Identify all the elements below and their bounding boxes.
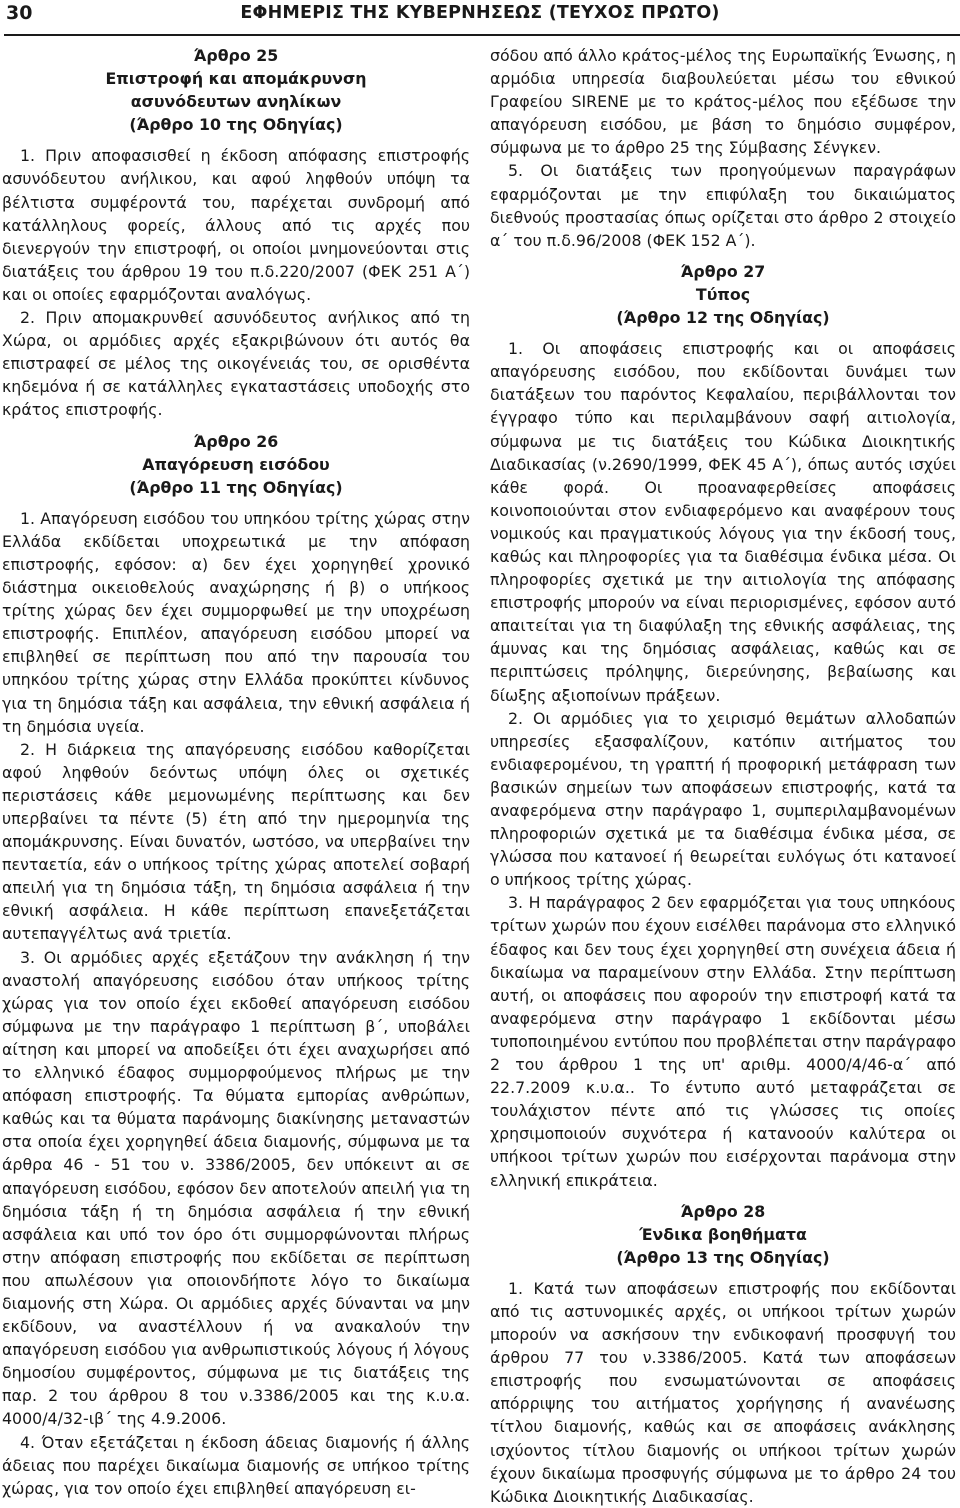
right-column bbox=[490, 44, 956, 1506]
article-25-heading bbox=[2, 44, 470, 136]
paragraph: 1. Απαγόρευση εισόδου του υπηκόου τρίτης χώρας στην Ελλάδα εκδίδεται υποχρεωτικά με την απόφαση επιστροφής, εφόσον: α) δεν έχει χορηγηθεί χρονικό διάστημα οικειοθελούς αναχώρησης ή β) ο υπήκοος τρίτης χώρας δεν έχει συμμορφωθεί με την υποχρέωση επιστροφής. Επιπλέον, απαγόρευση εισόδου μπορεί να επιβληθεί σε περίπτωση που από την παρουσία του υπηκόου τρίτης χώρας στην Ελλάδα προκύπτει κίνδυνος για τη δημόσια τάξη και ασφάλεια, την εθνική ασφάλεια ή τη δημόσια υγεία. bbox=[2, 508, 470, 736]
paragraph: 1. Οι αποφάσεις επιστροφής και οι αποφάσεις απαγόρευσης εισόδου, που εκδίδονται δυνάμει των διατάξεων του παρόντος Κεφαλαίου, περιβάλλονται τον έγγραφο τύπο και περιλαμβάνουν σαφή αιτιολογία, σύμφωνα με τις διατάξεις του Κώδικα Διοικητικής Διαδικασίας (ν.2690/1999, ΦΕΚ 45 Α΄), όπως αυτός ισχύει κάθε φορά. Οι προαναφερθείσες αποφάσεις κοινοποιούνται στον ενδιαφερόμενο και αναφέρουν τους νομικούς και πραγματικούς λόγους για την έκδοσή τους, καθώς και πληροφορίες για τα διαθέσιμα ένδικα μέσα. Οι πληροφορίες σχετικά με την αιτιολογία της απόφασης επιστροφής μπορούν να είναι περιορισμένες, εφόσον αυτό απαιτείται για τη διαφύλαξη της εθνικής ασφάλειας, της άμυνας και της δημόσιας ασφάλειας, καθώς και σε περιπτώσεις πρόληψης, διερεύνησης, βεβαίωσης και δίωξης αξιοποίνων πράξεων. bbox=[490, 339, 956, 705]
article-reference: (Άρθρο 12 της Οδηγίας) bbox=[616, 308, 830, 328]
paragraph: 5. Οι διατάξεις των προηγούμενων παραγράφων εφαρμόζονται με την επιφύλαξη του δικαιώματος διεθνούς προστασίας όπως ορίζεται στο άρθρο 2 στοιχείο α΄ του π.δ.96/2008 (ΦΕΚ 152 Α΄). bbox=[490, 161, 956, 250]
article-28-heading bbox=[490, 1200, 956, 1269]
page-number: 30 bbox=[6, 2, 33, 24]
article-number: Άρθρο 26 bbox=[193, 431, 279, 451]
paragraph-continuation: σόδου από άλλο κράτος-μέλος της Ευρωπαϊκής Ένωσης, η αρμόδια υπηρεσία διαβουλεύεται μέσω του εθνικού Γραφείου SIRENE με το κράτος-μέλος που εξέδωσε την απαγόρευση εισόδου, με βάση το δημόσιο συμφέρον, σύμφωνα με το άρθρο 25 της Σύμβασης Σένγκεν. bbox=[490, 46, 956, 158]
article-reference: (Άρθρο 10 της Οδηγίας) bbox=[129, 115, 343, 135]
article-title: Ένδικα βοηθήματα bbox=[639, 1224, 807, 1244]
paragraph: 3. Οι αρμόδιες αρχές εξετάζουν την ανάκληση ή την αναστολή απαγόρευσης εισόδου όταν υπήκοος τρίτης χώρας για τον οποίο έχει εκδοθεί απαγόρευση εισόδου σύμφωνα με την παράγραφο 1 περίπτωση β΄, υποβάλει αίτηση και μπορεί να αποδείξει ότι έχει αναχωρήσει από το ελληνικό έδαφος συμμορφούμενος πλήρως με την απόφαση επιστροφής. Τα θύματα εμπορίας ανθρώπων, καθώς και τα θύματα παράνομης διακίνησης μεταναστών στα οποία έχει χορηγηθεί άδεια διαμονής, σύμφωνα με τα άρθρα 46 - 51 του ν. 3386/2005, δεν υπόκειντ αι σε απαγόρευση εισόδου, εφόσον δεν αποτελούν απειλή για τη δημόσια τάξη ή τη δημόσια ασφάλεια ή την εθνική ασφάλεια και υπό τον όρο ότι συμμορφώνονται πλήρως στην απόφαση επιστροφής που εκδίδεται σε περίπτωση που απωλέσουν για οποιονδήποτε λόγο το δικαίωμα διαμονής στη Χώρα. Οι αρμόδιες αρχές δύνανται να μην εκδίδουν, να αναστέλλουν ή να ανακαλούν την απαγόρευση εισόδου για ανθρωπιστικούς λόγους ή λόγους δημοσίου συμφέροντος, σύμφωνα με τις διατάξεις της παρ. 2 του άρθρου 8 του ν.3386/2005 και της κ.υ.α. 4000/4/32-ιβ΄ της 4.9.2006. bbox=[2, 947, 470, 1429]
article-26-heading bbox=[2, 430, 470, 499]
paragraph: 3. Η παράγραφος 2 δεν εφαρμόζεται για τους υπηκόους τρίτων χωρών που έχουν εισέλθει παράνομα στο ελληνικό έδαφος και δεν τους έχει χορηγηθεί στη συνέχεια άδεια ή δικαίωμα να παραμείνουν στην Ελλάδα. Στην περίπτωση αυτή, οι αποφάσεις που αφορούν την επιστροφή κατά τα αναφερόμενα στην παράγραφο 1 εκδίδονται μέσω τυποποιημένου εντύπου που προβλέπεται στην παράγραφο 2 του άρθρου 1 της υπ' αριθμ. 4000/4/46-α΄ από 22.7.2009 κ.υ.α.. Το έντυπο αυτό μεταφράζεται σε τουλάχιστον πέντε από τις γλώσσες τις οποίες χρησιμοποιούν συχνότερα ή κατανοούν καλύτερα οι υπήκοοι τρίτων χωρών που εισέρχονται παράνομα στην ελληνική επικράτεια. bbox=[490, 893, 956, 1190]
article-number: Άρθρο 27 bbox=[680, 261, 766, 281]
article-reference: (Άρθρο 11 της Οδηγίας) bbox=[129, 477, 343, 497]
article-title: Επιστροφή και απομάκρυνση ασυνόδευτων ανηλίκων bbox=[105, 69, 367, 112]
article-number: Άρθρο 28 bbox=[680, 1201, 766, 1221]
paragraph: 2. Η διάρκεια της απαγόρευσης εισόδου καθορίζεται αφού ληφθούν δεόντως υπόψη όλες οι σχετικές περιστάσεις κάθε μεμονωμένης περίπτωσης και δεν υπερβαίνει τα πέντε (5) έτη από την ημερομηνία της απομάκρυνσης. Είναι δυνατόν, ωστόσο, να υπερβαίνει την πενταετία, εάν ο υπήκοος τρίτης χώρας αποτελεί σοβαρή απειλή για τη δημόσια τάξη, τη δημόσια ασφάλεια ή την εθνική ασφάλεια. Η κάθε περίπτωση επανεξετάζεται αυτεπαγγέλτως ανά τριετία. bbox=[2, 739, 470, 944]
paragraph: 1. Πριν αποφασισθεί η έκδοση απόφασης επιστροφής ασυνόδευτου ανήλικου, και αφού ληφθούν υπόψη τα βέλτιστα συμφέροντά του, παρέχεται συνδρομή από κατάλληλους φορείς, άλλους από τις αρχές που διενεργούν την επιστροφή, οι οποίοι μνημονεύονται στις διατάξεις του άρθρου 19 του π.δ.220/2007 (ΦΕΚ 251 Α΄) και οι οποίες εφαρμόζονται αναλόγως. bbox=[2, 146, 470, 304]
left-column bbox=[2, 44, 470, 1498]
article-reference: (Άρθρο 13 της Οδηγίας) bbox=[616, 1247, 830, 1267]
article-title: Απαγόρευση εισόδου bbox=[142, 454, 330, 474]
paragraph: 2. Οι αρμόδιες για το χειρισμό θεμάτων αλλοδαπών υπηρεσίες εξασφαλίζουν, κατόπιν αιτήματος του ενδιαφερομένου, τη γραπτή ή προφορική μετάφραση των βασικών σημείων των αποφάσεων επιστροφής, κατά τα αναφερόμενα στην παράγραφο 1, συμπεριλαμβανομένων πληροφοριών σχετικά με τα διαθέσιμα ένδικα μέσα, σε γλώσσα που κατανοεί ή θεωρείται ευλόγως ότι κατανοεί ο υπήκοος τρίτης χώρας. bbox=[490, 708, 956, 890]
page-header bbox=[0, 0, 960, 36]
article-title: Τύπος bbox=[695, 284, 751, 304]
paragraph: 1. Κατά των αποφάσεων επιστροφής που εκδίδονται από τις αστυνομικές αρχές, οι υπήκοοι τρίτων χωρών μπορούν να ασκήσουν την ενδικοφανή προσφυγή του άρθρου 77 του ν.3386/2005. Κατά των αποφάσεων επιστροφής που ενσωματώνονται σε αποφάσεις απόρριψης του αιτήματος χορήγησης ή ανανέωσης τίτλου διαμονής, καθώς και σε αποφάσεις ανάκλησης ισχύοντος τίτλου διαμονής οι υπήκοοι τρίτων χωρών έχουν δικαίωμα προσφυγής σύμφωνα με το άρθρο 24 του Κώδικα Διοικητικής Διαδικασίας. bbox=[490, 1278, 956, 1506]
article-number: Άρθρο 25 bbox=[193, 46, 279, 65]
article-27-heading bbox=[490, 260, 956, 329]
paragraph: 2. Πριν απομακρυνθεί ασυνόδευτος ανήλικος από τη Χώρα, οι αρμόδιες αρχές εξακριβώνουν ότι αυτός θα επιστραφεί σε μέλος της οικογένειάς του, σε ορισθέντα κηδεμόνα ή σε κατάλληλες εγκαταστάσεις υποδοχής στο κράτος επιστροφής. bbox=[2, 308, 470, 420]
running-title: ΕΦΗΜΕΡΙΣ ΤΗΣ ΚΥΒΕΡΝΗΣΕΩΣ (ΤΕΥΧΟΣ ΠΡΩΤΟ) bbox=[240, 3, 720, 23]
header-rule bbox=[4, 34, 960, 36]
paragraph: 4. Όταν εξετάζεται η έκδοση άδειας διαμονής ή άλλης άδειας που παρέχει δικαίωμα διαμονής σε υπήκοο τρίτης χώρας, για τον οποίο έχει επιβληθεί απαγόρευση ει- bbox=[2, 1432, 470, 1498]
